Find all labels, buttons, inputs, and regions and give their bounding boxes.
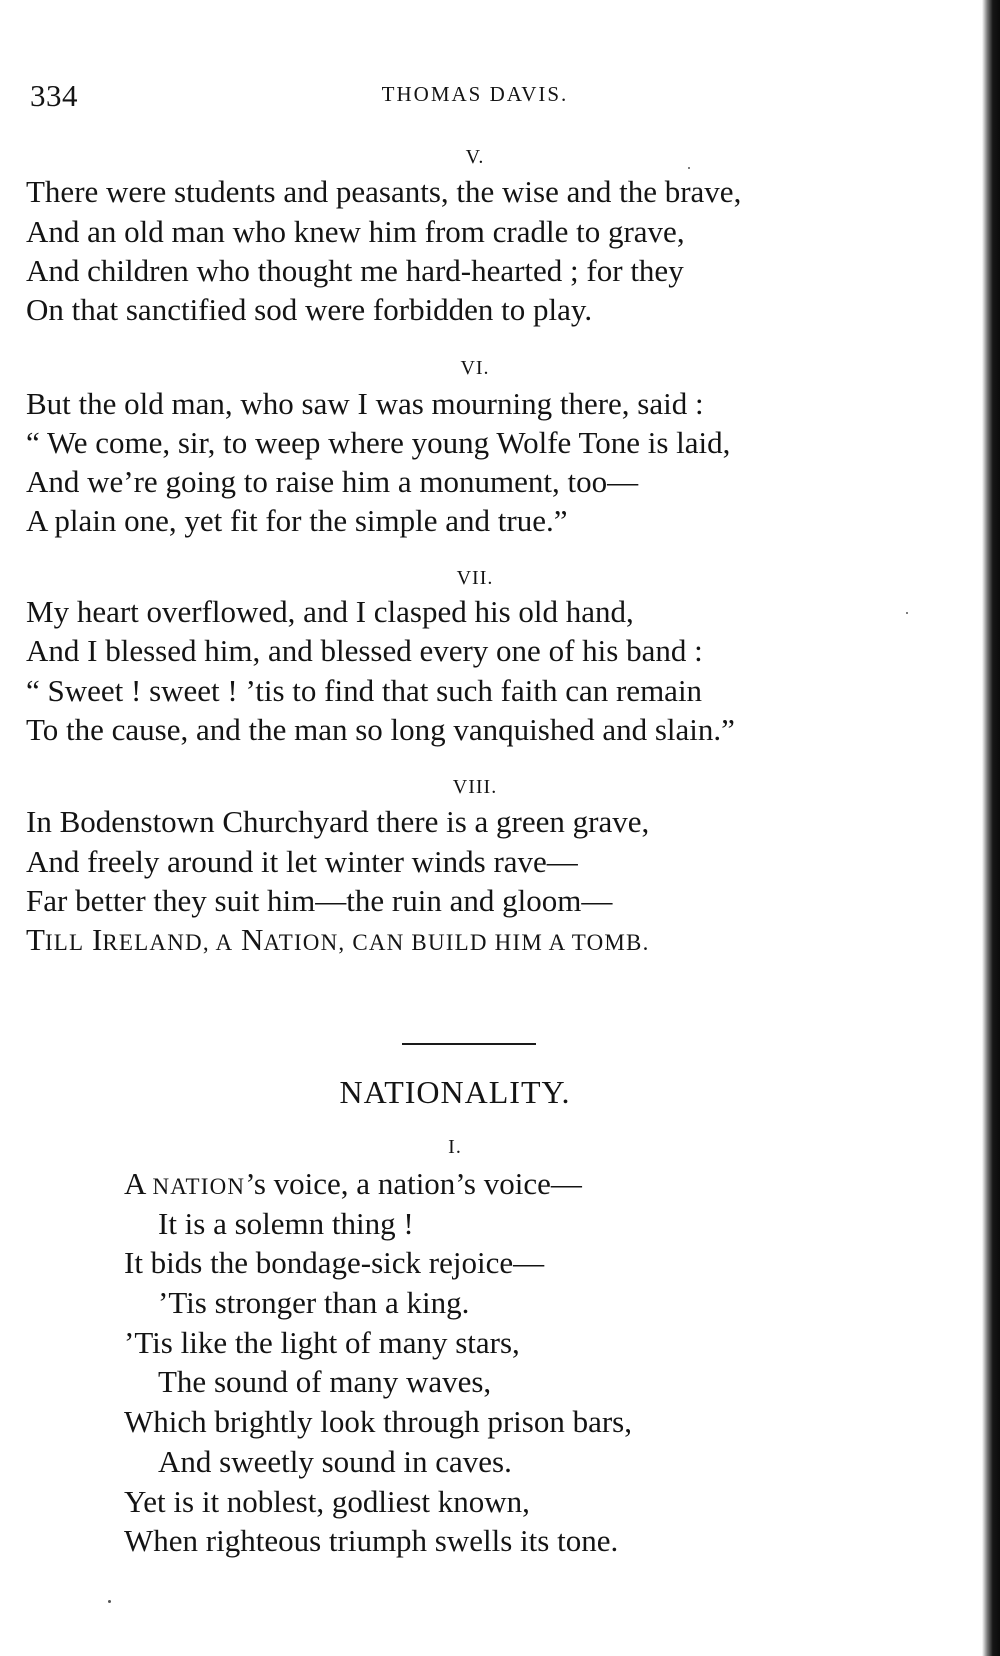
verse-line: A plain one, yet fit for the simple and true.”: [26, 503, 568, 538]
verse-line-final: [26, 922, 650, 961]
stanza-numeral: VIII.: [452, 776, 498, 798]
verse-line: On that sanctified sod were forbidden to play.: [26, 292, 593, 327]
section-divider: [402, 1043, 536, 1045]
page-number: 334: [30, 78, 78, 113]
small-cap-initial: T: [26, 922, 45, 957]
verse-line: Which brightly look through prison bars,: [124, 1404, 632, 1439]
paper-speck: [108, 1600, 111, 1603]
verse-line: And we’re going to raise him a monument, too—: [26, 464, 639, 499]
verse-line: The sound of many waves,: [158, 1364, 492, 1399]
poem-title: NATIONALITY.: [339, 1074, 571, 1110]
verse-line: And freely around it let winter winds rave—: [26, 844, 578, 879]
verse-line-rest: ’s voice, a nation’s voice—: [245, 1166, 582, 1201]
verse-line: “ Sweet ! sweet ! ’tis to find that such faith can remain: [26, 673, 703, 708]
verse-line: To the cause, and the man so long vanquished and slain.”: [26, 712, 735, 747]
verse-line: When righteous triumph swells its tone.: [124, 1523, 619, 1558]
verse-line: There were students and peasants, the wise and the brave,: [26, 174, 742, 209]
stanza-numeral: VI.: [460, 357, 490, 379]
stanza-numeral: V.: [465, 146, 485, 168]
small-cap-initial: I: [92, 922, 103, 957]
verse-line: But the old man, who saw I was mourning there, said :: [26, 386, 704, 421]
small-caps-text: RELAND, A: [102, 930, 234, 955]
small-cap-initial: N: [241, 922, 264, 957]
verse-line: ’Tis stronger than a king.: [158, 1285, 470, 1320]
verse-line: And an old man who knew him from cradle to grave,: [26, 214, 685, 249]
small-caps-text: ATION, CAN BUILD HIM A TOMB.: [263, 930, 650, 955]
small-caps-text: ILL: [44, 930, 85, 955]
verse-line: Yet is it noblest, godliest known,: [124, 1484, 530, 1519]
paper-speck: [688, 167, 690, 169]
verse-line: ’Tis like the light of many stars,: [124, 1325, 520, 1360]
verse-line: Far better they suit him—the ruin and gloom—: [26, 883, 613, 918]
verse-line: It bids the bondage-sick rejoice—: [124, 1245, 545, 1280]
stanza-numeral: VII.: [456, 567, 494, 589]
stanza-numeral: I.: [448, 1136, 462, 1158]
small-cap-initial: A: [124, 1166, 145, 1201]
verse-line: And sweetly sound in caves.: [158, 1444, 512, 1479]
verse-line: And I blessed him, and blessed every one of his band :: [26, 633, 703, 668]
small-caps-text: NATION: [152, 1174, 246, 1199]
paper-speck: [906, 612, 908, 614]
verse-line: “ We come, sir, to weep where young Wolfe Tone is laid,: [26, 425, 731, 460]
page-edge-shadow: [982, 0, 1000, 1656]
verse-line: My heart overflowed, and I clasped his old hand,: [26, 594, 634, 629]
verse-line: In Bodenstown Churchyard there is a green grave,: [26, 804, 650, 839]
running-title: THOMAS DAVIS.: [381, 82, 569, 106]
verse-line: It is a solemn thing !: [158, 1206, 414, 1241]
verse-line: And children who thought me hard-hearted ; for they: [26, 253, 684, 288]
verse-line: [124, 1166, 582, 1205]
